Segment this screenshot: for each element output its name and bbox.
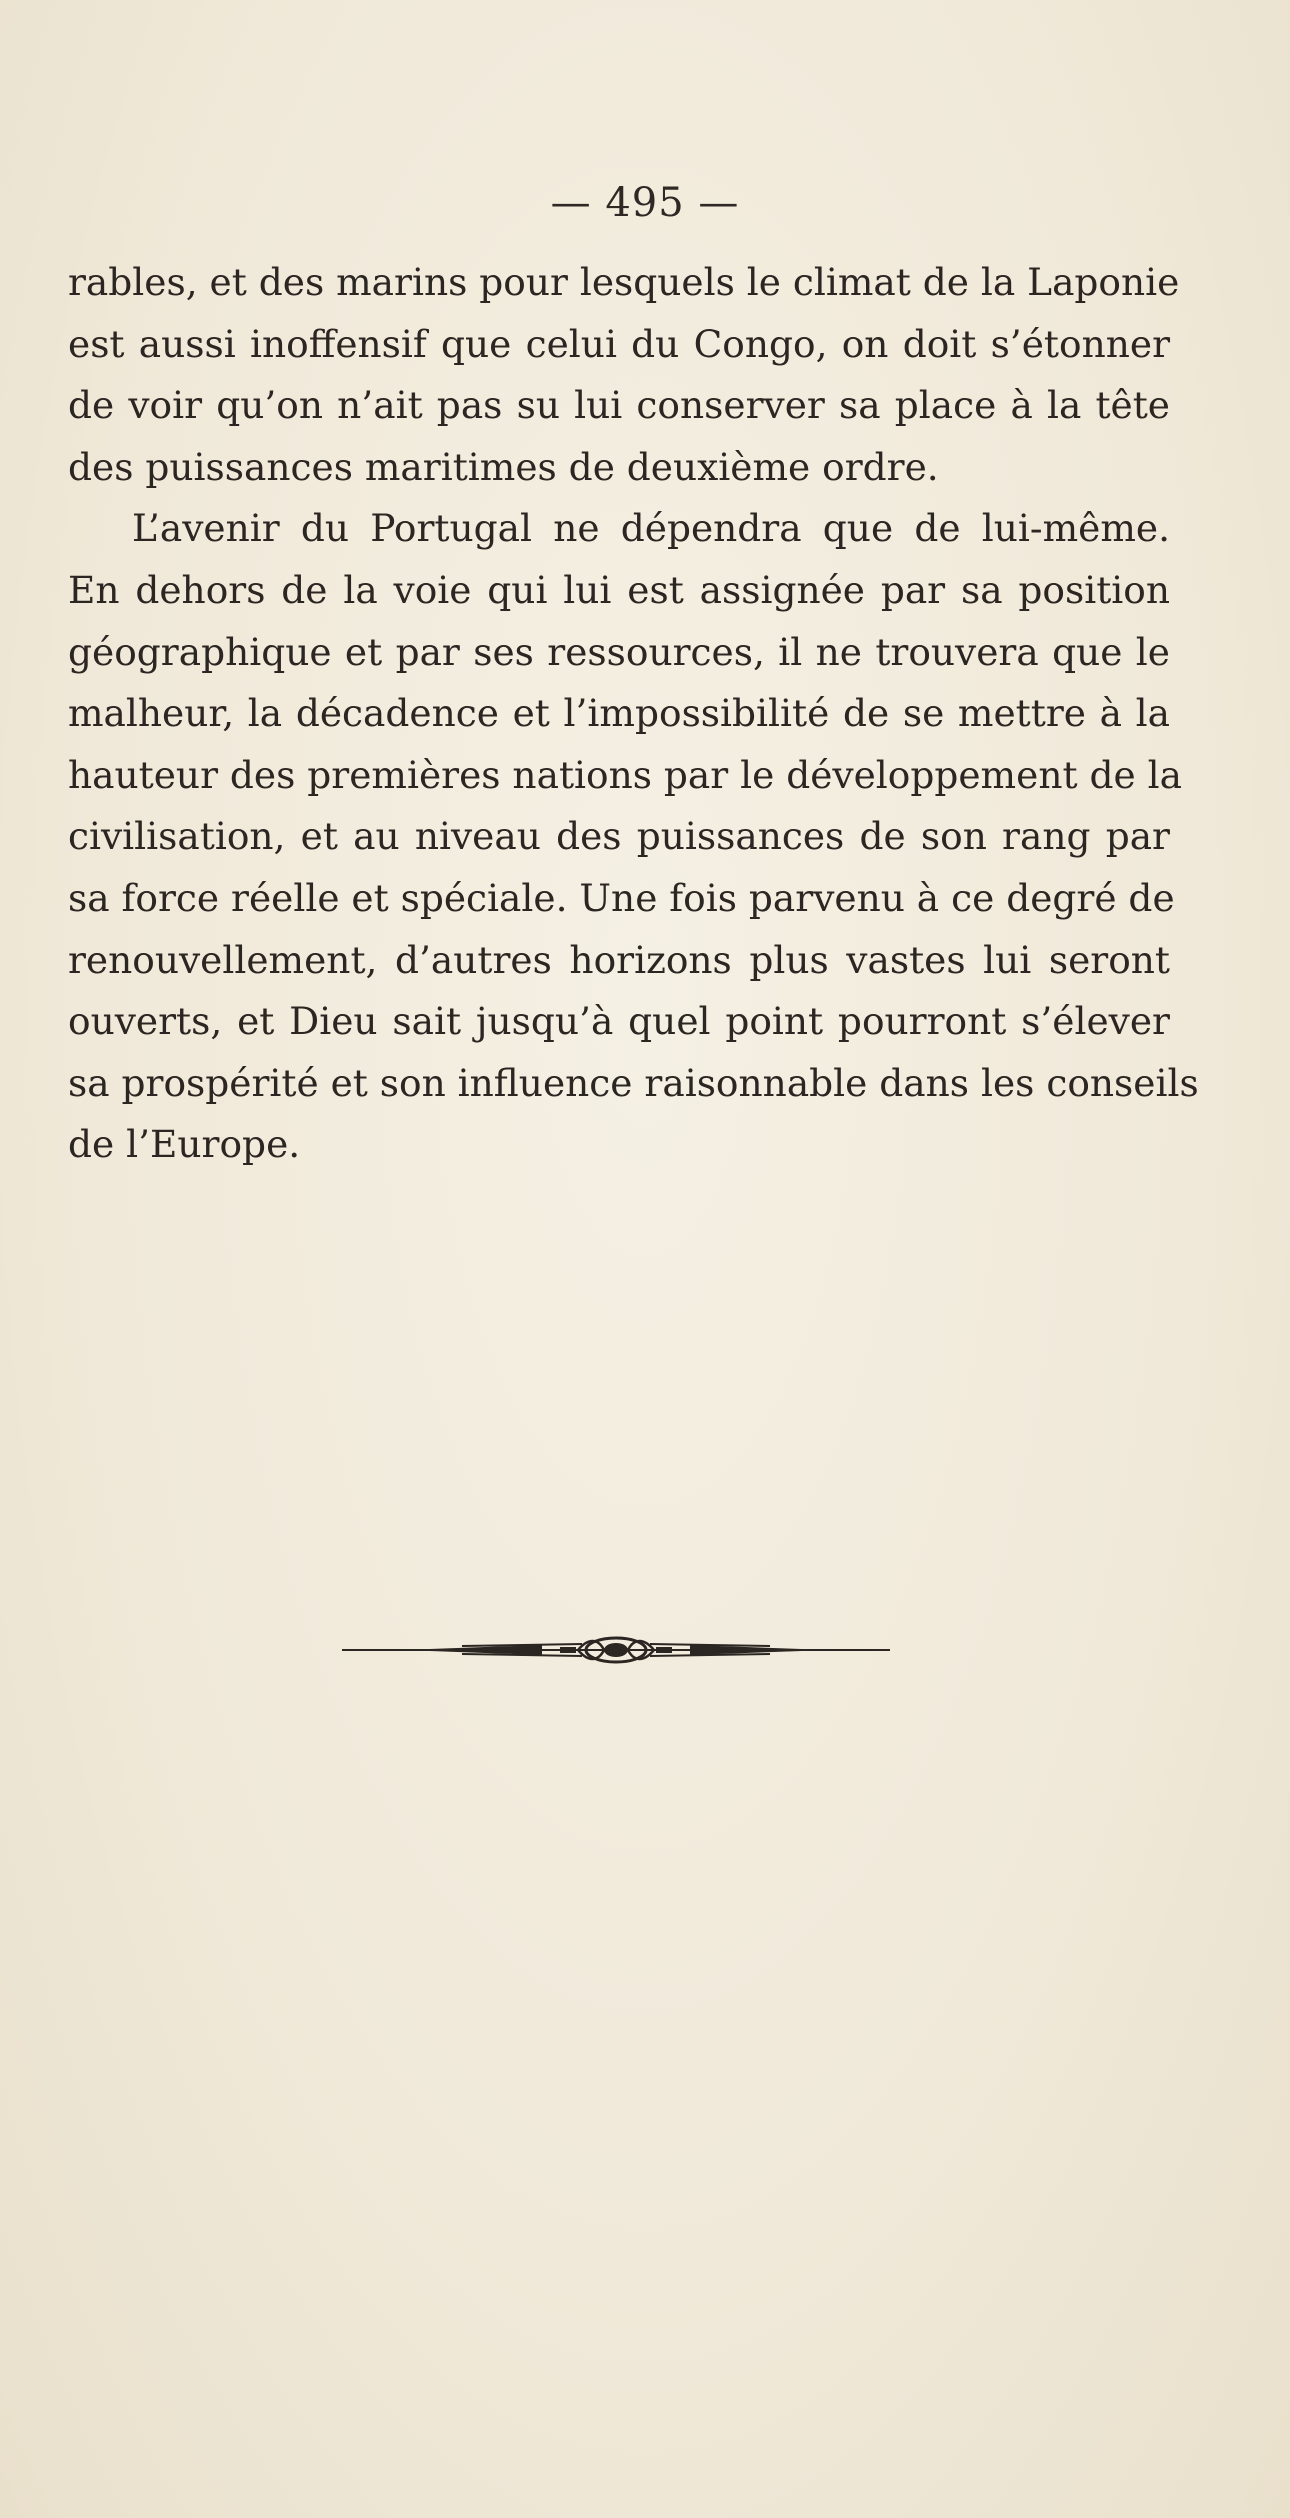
- text-line: hauteur des premières nations par le développement de la: [68, 752, 1182, 797]
- decorative-rule-icon: [342, 1630, 890, 1670]
- text-line: sa force réelle et spéciale. Une fois parvenu à ce degré de: [68, 875, 1175, 920]
- text-line: ouverts, et Dieu sait jusqu’à quel point pourront s’élever: [68, 999, 1170, 1044]
- text-line: est aussi inoffensif que celui du Congo, on doit s’étonner: [68, 321, 1170, 366]
- body-text: [68, 252, 1199, 1176]
- paragraph-start-line: L’avenir du Portugal ne dépendra que de lui-même.: [132, 506, 1170, 551]
- text-line: En dehors de la voie qui lui est assignée par sa position: [68, 567, 1170, 612]
- page-number: — 495 —: [550, 180, 740, 226]
- text-line: rables, et des marins pour lesquels le climat de la Laponie: [68, 260, 1180, 304]
- text-line: géographique et par ses ressources, il ne trouvera que le: [68, 629, 1170, 674]
- text-line: de l’Europe.: [68, 1122, 301, 1167]
- text-line: civilisation, et au niveau des puissances de son rang par: [68, 814, 1170, 859]
- text-line: de voir qu’on n’ait pas su lui conserver sa place à la tête: [68, 383, 1170, 428]
- text-line: malheur, la décadence et l’impossibilité de se mettre à la: [68, 691, 1170, 736]
- text-line: renouvellement, d’autres horizons plus vastes lui seront: [68, 937, 1170, 982]
- text-line: sa prospérité et son influence raisonnable dans les conseils: [68, 1060, 1199, 1105]
- text-line: des puissances maritimes de deuxième ordre.: [68, 444, 939, 489]
